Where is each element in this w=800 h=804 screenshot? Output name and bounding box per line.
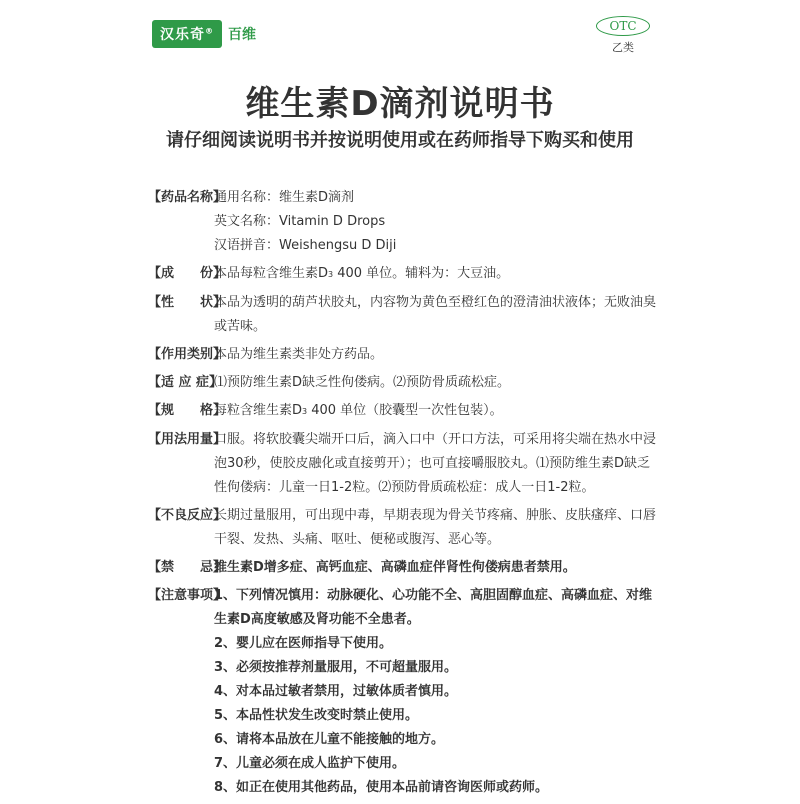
- section-name: [148, 186, 660, 258]
- section-adverse: [148, 504, 660, 552]
- precautions-list: [214, 584, 660, 800]
- specification-subscript: 3: [302, 407, 308, 416]
- precaution-item: 5、本品性状发生改变时禁止使用。: [214, 708, 419, 723]
- brand-logo-main: 汉乐奇: [160, 27, 205, 43]
- section-label: 【适 应 症】: [148, 375, 223, 390]
- section-label: 【性 状】: [148, 295, 227, 310]
- section-label: 【不良反应】: [148, 508, 227, 523]
- document-subtitle: 请仔细阅读说明书并按说明使用或在药师指导下购买和使用: [166, 130, 634, 151]
- adverse-text: 长期过量服用，可出现中毒，早期表现为骨关节疼痛、肿胀、皮肤瘙痒、口唇干裂、发热、头痛、呕吐、便秘或腹泻、恶心等。: [214, 508, 657, 547]
- precaution-item: 8、如正在使用其他药品，使用本品前请咨询医师或药师。: [214, 780, 549, 795]
- instructions-body: [148, 186, 660, 804]
- brand-logo-badge: [152, 20, 222, 48]
- otc-class: 乙类: [612, 41, 634, 54]
- section-label: 【作用类别】: [148, 347, 227, 362]
- category-text: 本品为维生素类非处方药品。: [214, 347, 384, 362]
- brand-logo-sub: 百维: [228, 27, 256, 43]
- document-title: 维生素D滴剂说明书: [245, 84, 555, 124]
- section-label: 【规 格】: [148, 403, 227, 418]
- english-name: 英文名称：Vitamin D Drops: [214, 214, 386, 229]
- section-dosage: [148, 428, 660, 500]
- precaution-item: 7、儿童必须在成人监护下使用。: [214, 756, 406, 771]
- section-label: 【注意事项】: [148, 588, 227, 603]
- composition-subscript: 3: [328, 270, 334, 279]
- registered-mark: ®: [205, 26, 214, 36]
- otc-mark: OTC: [596, 16, 650, 36]
- section-specification: [148, 399, 660, 424]
- composition-pre: 本品每粒含维生素D: [214, 266, 329, 281]
- composition-text: [214, 262, 660, 287]
- section-indications: [148, 371, 660, 395]
- section-precautions: [148, 584, 660, 800]
- contraindications-text: 维生素D增多症、高钙血症、高磷血症伴肾性佝偻病患者禁用。: [214, 560, 576, 575]
- section-category: [148, 343, 660, 367]
- generic-name: 通用名称：维生素D滴剂: [214, 190, 355, 205]
- specification-text: [214, 399, 660, 424]
- specification-pre: 每粒含维生素D: [214, 403, 303, 418]
- section-label: 【禁 忌】: [148, 560, 227, 575]
- dosage-text: 口服。将软胶囊尖端开口后，滴入口中（开口方法，可采用将尖端在热水中浸泡30秒，使胶皮融化或直接剪开）；也可直接嚼服胶丸。⑴预防维生素D缺乏性佝偻病：儿童一日1-2粒。⑵预防骨质疏松症：成人一日1-2粒。: [214, 432, 657, 495]
- otc-badge: [596, 16, 650, 55]
- section-label: 【药品名称】: [148, 190, 227, 205]
- composition-post: 400 单位。辅料为：大豆油。: [333, 266, 510, 281]
- character-text: 本品为透明的葫芦状胶丸，内容物为黄色至橙红色的澄清油状液体；无败油臭或苦味。: [214, 295, 657, 334]
- section-label: 【成 份】: [148, 266, 227, 281]
- section-label: 【用法用量】: [148, 432, 227, 447]
- precaution-item: 2、婴儿应在医师指导下使用。: [214, 636, 393, 651]
- specification-post: 400 单位（胶囊型一次性包装）。: [307, 403, 503, 418]
- precaution-item: 3、必须按推荐剂量服用，不可超量服用。: [214, 660, 458, 675]
- precaution-item: 6、请将本品放在儿童不能接触的地方。: [214, 732, 445, 747]
- indications-text: ⑴预防维生素D缺乏性佝偻病。⑵预防骨质疏松症。: [214, 375, 511, 390]
- section-composition: [148, 262, 660, 287]
- section-character: [148, 291, 660, 339]
- brand-logo: [152, 20, 256, 48]
- precaution-item: 4、对本品过敏者禁用，过敏体质者慎用。: [214, 684, 458, 699]
- section-contraindications: [148, 556, 660, 580]
- pinyin-name: 汉语拼音：Weishengsu D Diji: [214, 238, 397, 253]
- precaution-item: 1、下列情况慎用：动脉硬化、心功能不全、高胆固醇血症、高磷血症、对维生素D高度敏感及肾功能不全患者。: [214, 588, 653, 627]
